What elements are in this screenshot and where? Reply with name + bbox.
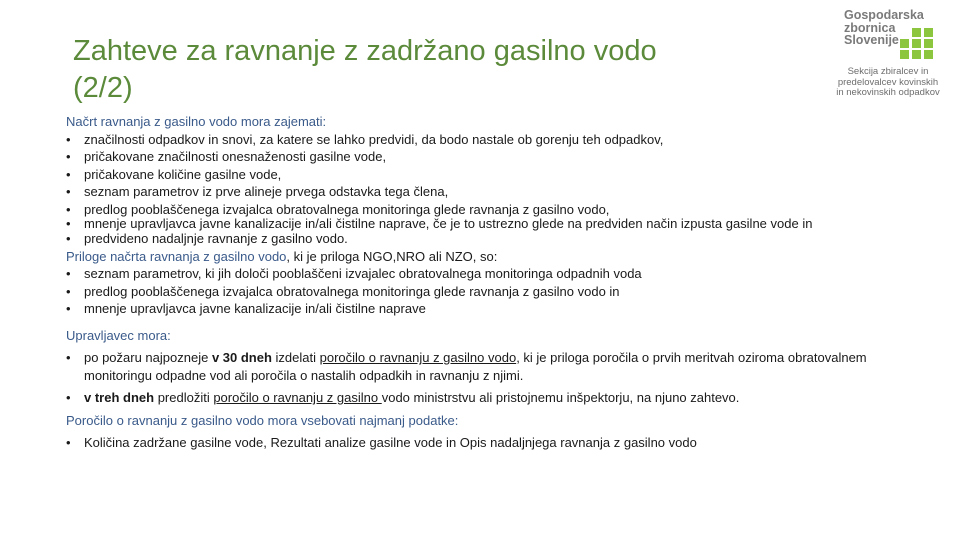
attachments-heading: Priloge načrta ravnanja z gasilno vodo xyxy=(66,248,287,264)
section-heading-plan: Načrt ravnanja z gasilno vodo mora zajemati: xyxy=(66,114,327,129)
report-contents-list xyxy=(66,434,926,452)
slide-body xyxy=(66,113,926,452)
list-item: • seznam parametrov iz prve alineje prvega odstavka tega člena, xyxy=(66,183,926,201)
list-item: • pričakovane značilnosti onesnaženosti gasilne vode, xyxy=(66,148,926,166)
attachments-list xyxy=(66,265,926,318)
logo-name-line: Slovenije xyxy=(844,33,899,47)
logo-subtitle xyxy=(832,67,944,99)
list-item: • mnenje upravljavca javne kanalizacije in/ali čistilne naprave xyxy=(66,300,926,318)
slide-title-line-1: Zahteve za ravnanje z zadržano gasilno vodo xyxy=(73,35,657,67)
logo-grid-icon xyxy=(900,28,934,60)
duty-text: izdelati xyxy=(271,350,320,365)
logo-name-line: zbornica xyxy=(844,20,896,35)
list-item: • pričakovane količine gasilne vode, xyxy=(66,166,926,184)
list-item xyxy=(66,349,926,384)
report-link: poročilo o ravnanju z gasilno vodo xyxy=(319,350,517,365)
list-item: • značilnosti odpadkov in snovi, za katere se lahko predvidi, da bodo nastale ob gorenju teh odpadkov, xyxy=(66,131,926,149)
deadline-30-days: v 30 dneh xyxy=(211,350,272,365)
list-item: • predvideno nadaljnje ravnanje z gasilno vodo. xyxy=(66,230,926,248)
section-heading-report: Poročilo o ravnanju z gasilno vodo mora vsebovati najmanj podatke: xyxy=(66,412,459,428)
section-heading-attachments xyxy=(66,248,926,266)
duty-text: predložiti xyxy=(154,390,214,405)
list-item xyxy=(66,389,926,407)
list-item: • predlog pooblaščenega izvajalca obratovalnega monitoringa glede ravnanja z gasilno vodo in xyxy=(66,283,926,301)
list-item: • predlog pooblaščenega izvajalca obratovalnega monitoringa glede ravnanja z gasilno vodo, xyxy=(66,201,926,219)
plan-requirements-list xyxy=(66,131,926,248)
attachments-heading-rest: , ki je priloga NGO,NRO ali NZO, so: xyxy=(286,248,498,264)
list-item: • mnenje upravljavca javne kanalizacije in/ali čistilne naprave, če je to ustrezno glede na predviden način izpusta gasilne vode in xyxy=(66,218,926,230)
operator-duties-list xyxy=(66,349,926,407)
report-link: poročilo o ravnanju z gasilno xyxy=(213,390,382,405)
duty-text: vodo ministrstvu ali pristojnemu inšpektorju, na njuno zahtevo. xyxy=(381,390,740,405)
list-item: • seznam parametrov, ki jih določi pooblaščeni izvajalec obratovalnega monitoringa odpadnih voda xyxy=(66,265,926,283)
duty-text: , ki je priloga poročila o prvih meritvah oziroma obratovalnem monitoringu odpadne vod ali poročila o nastalih odpadkih in ravnanju z njimi. xyxy=(84,350,867,383)
deadline-3-days: v treh dneh xyxy=(84,390,155,405)
duty-text: po požaru najpozneje xyxy=(84,350,212,365)
logo-subtitle-line: Sekcija zbiralcev in xyxy=(847,66,929,77)
slide-title xyxy=(73,33,793,107)
logo-name-line: Gospodarska xyxy=(844,8,924,22)
logo-subtitle-line: in nekovinskih odpadkov xyxy=(836,87,940,98)
section-heading-operator: Upravljavec mora: xyxy=(66,327,171,343)
slide-title-line-2: (2/2) xyxy=(73,72,133,104)
list-item: • Količina zadržane gasilne vode, Rezultati analize gasilne vode in Opis nadaljnjega ravnanja z gasilno vodo xyxy=(66,434,926,452)
logo-subtitle-line: predelovalcev kovinskih xyxy=(837,76,939,88)
